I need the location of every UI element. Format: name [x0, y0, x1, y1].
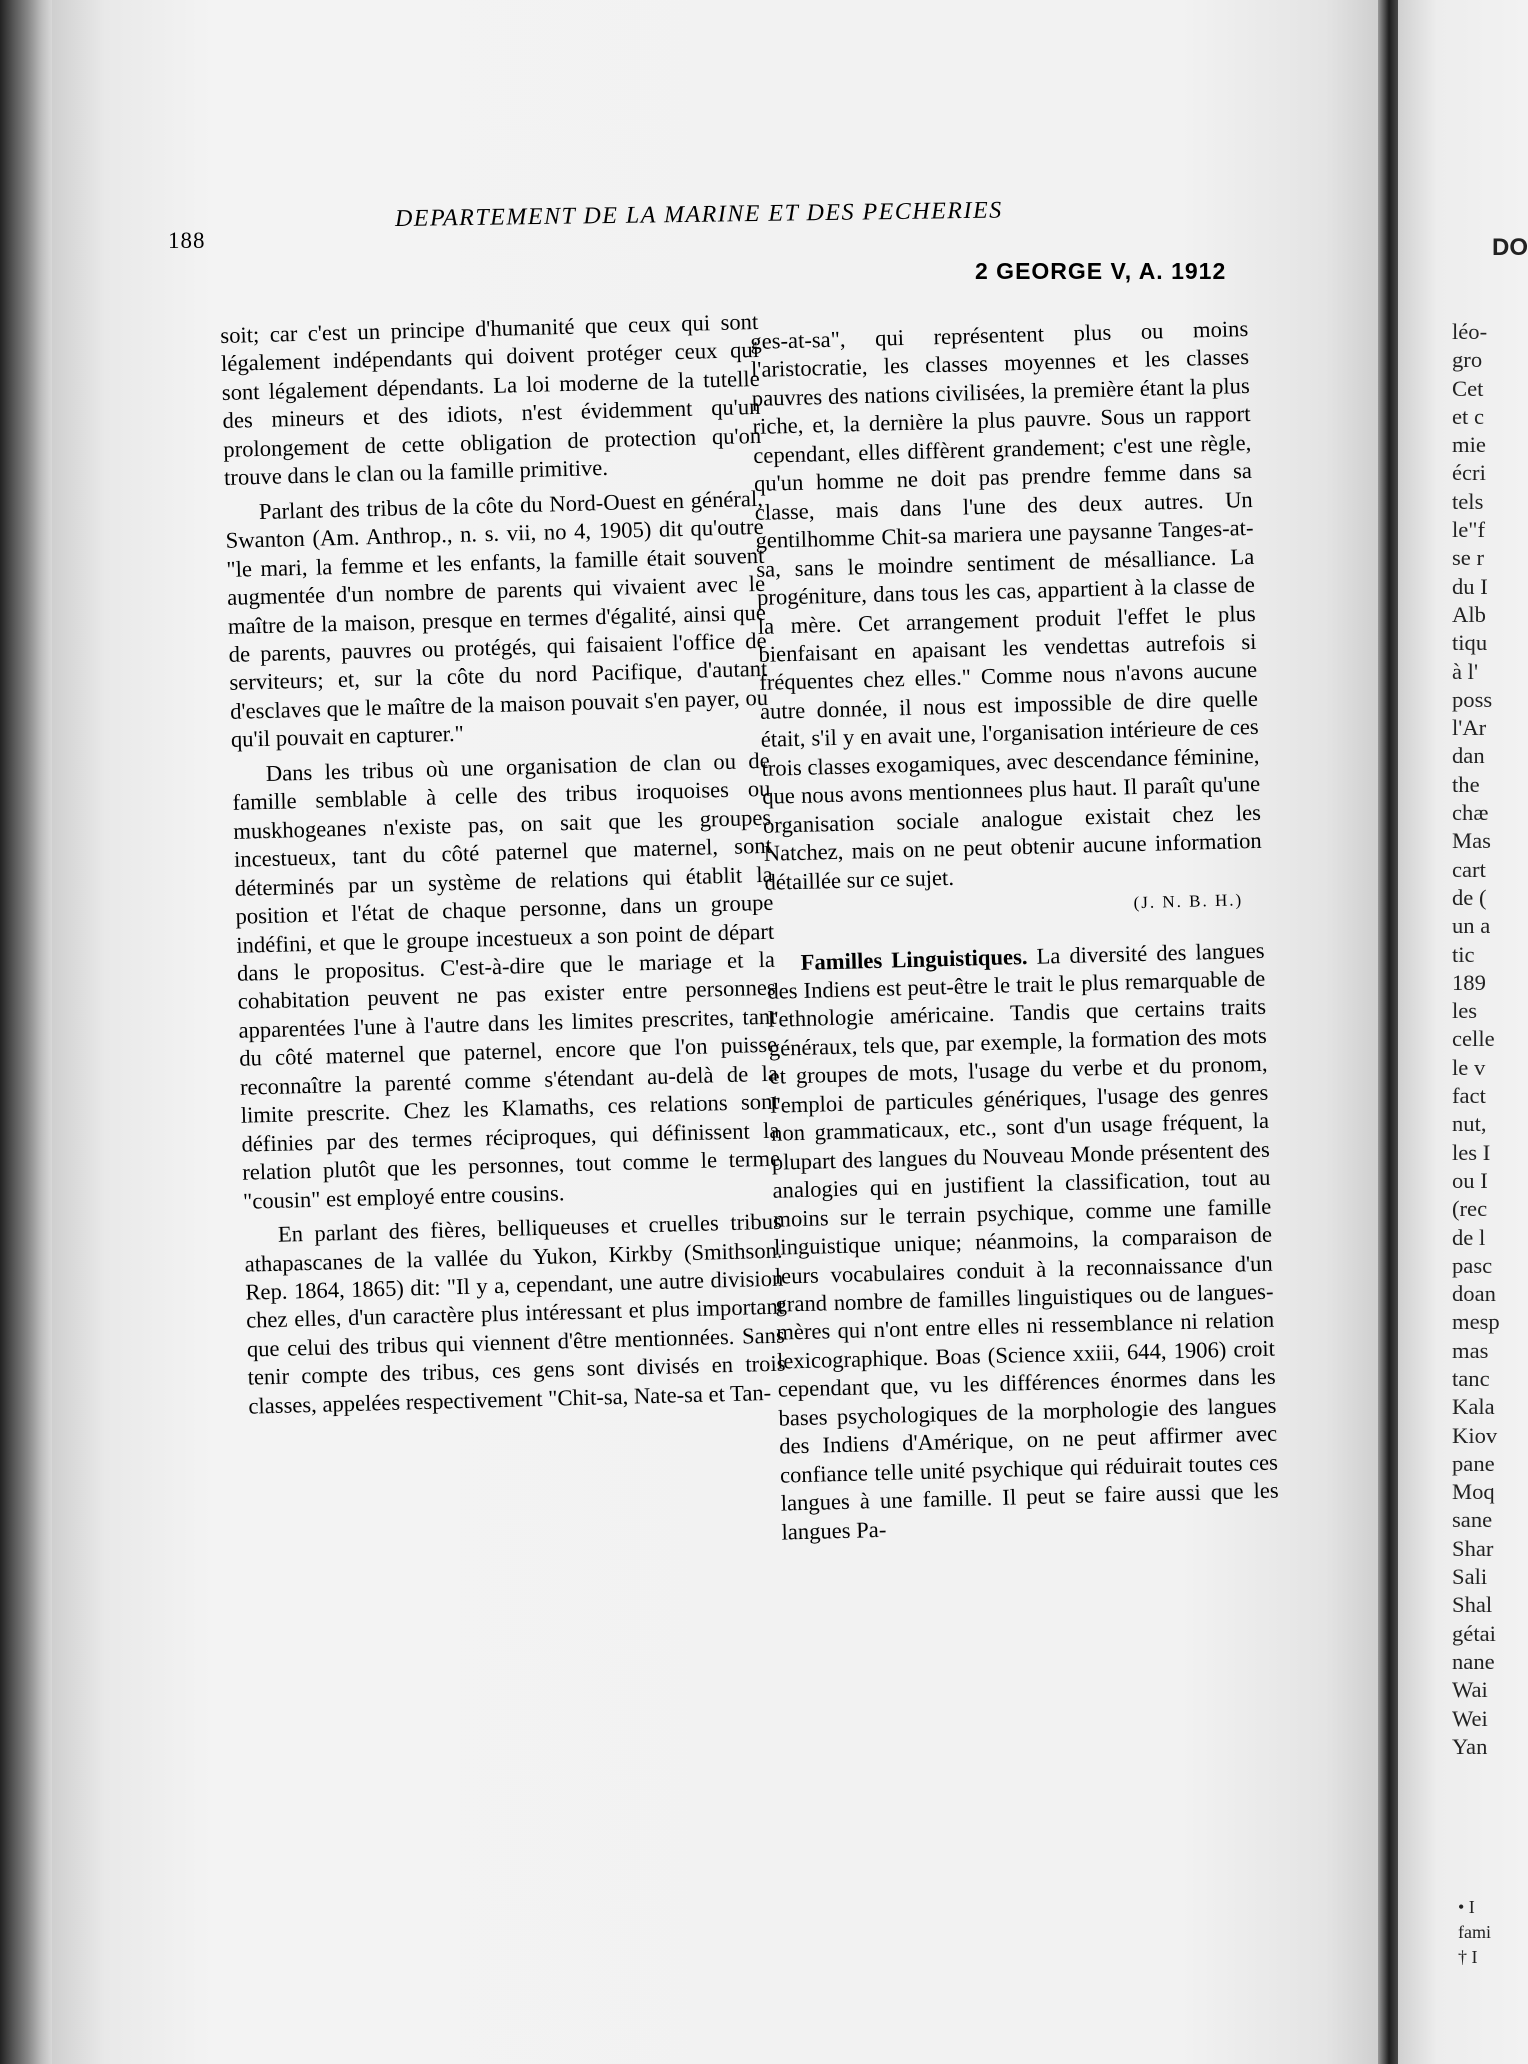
facing-footnote: † I	[1458, 1947, 1478, 1967]
facing-line: Shal	[1452, 1592, 1493, 1618]
facing-line: le v	[1452, 1054, 1486, 1080]
left-paragraph-2: Parlant des tribus de la côte du Nord-Ouest en général, Swanton (Am. Anthrop., n. s. vii, no 4, 1905) dit qu'outre "le mari, la femme et les enfants, la famille était souvent augmentée d'un nombre de parents qui vivaient avec le maître de la maison, presque en termes d'égalité, ainsi que de parents, pauvres ou protégés, qui faisaient l'office de serviteurs; et, sur la côte du nord Pacifique, d'autant d'esclaves que le maître de la maison pouvait s'en payer, ou qu'il pouvait en capturer."	[225, 485, 769, 753]
facing-line: un a	[1452, 913, 1491, 939]
facing-line: sane	[1452, 1507, 1493, 1533]
facing-line: pasc	[1452, 1252, 1493, 1278]
facing-line: du I	[1452, 573, 1488, 599]
facing-line: pane	[1452, 1450, 1495, 1476]
facing-line: tanc	[1452, 1365, 1490, 1391]
left-paragraph-4: En parlant des fières, belliqueuses et cruelles tribus athapascanes de la vallée du Yukon, Kirkby (Smithson. Rep. 1864, 1865) dit: "Il y a, cependant, une autre division chez elles, d'un caractère plus intéressant et plus important que celui des tribus qui viennent d'être mentionnées. Sans tenir compte des tribus, ces gens sont divisés en trois classes, appelées respectivement "Chit-sa, Nate-sa et Tan-	[244, 1208, 786, 1419]
session-label: 2 GEORGE V, A. 1912	[975, 258, 1227, 284]
facing-line: l'Ar	[1452, 715, 1487, 741]
facing-page-heading: DO	[1492, 234, 1528, 261]
facing-line: ou I	[1452, 1167, 1488, 1193]
facing-line: tiqu	[1452, 630, 1488, 656]
facing-line: poss	[1452, 686, 1493, 712]
facing-line: les I	[1452, 1139, 1491, 1165]
facing-line: gétai	[1452, 1620, 1496, 1646]
facing-line: celle	[1452, 1026, 1495, 1052]
facing-page-text	[1452, 318, 1500, 1761]
book-binding-edge	[0, 0, 52, 2064]
facing-line: Cet	[1452, 375, 1484, 401]
facing-line: de l	[1452, 1224, 1486, 1250]
running-head: DEPARTEMENT DE LA MARINE ET DES PECHERIES	[394, 197, 1003, 232]
facing-line: et c	[1452, 403, 1484, 429]
facing-line: écri	[1452, 460, 1486, 486]
left-column	[220, 308, 787, 1421]
facing-line: fact	[1452, 1083, 1486, 1109]
facing-line: gro	[1452, 347, 1483, 373]
facing-line: Alb	[1452, 601, 1486, 627]
facing-line: léo-	[1452, 319, 1488, 344]
facing-line: à l'	[1452, 658, 1479, 684]
right-paragraph-1: ges-at-sa", qui représentent plus ou moins l'aristocratie, les classes moyennes et les classes pauvres des nations civilisées, la première étant la plus riche, et, la dernière la plus pauvre. Sous un rapport cependant, elles diffèrent grandement; c'est une règle, qu'un homme ne doit pas prendre femme dans sa classe, mais dans l'une des deux autres. Un gentilhomme Chit-sa mariera une paysanne Tanges-at-sa, sans le moindre sentiment de mésalliance. La progéniture, dans tous les cas, appartient à la classe de la mère. Cet arrangement produit l'effet le plus bienfaisant en apaisant les vendettas autrefois si fréquentes chez elles." Comme nous n'avons aucune autre donnée, il nous est impossible de dire quelle était, s'il y en avait une, l'organisation intérieure de ces trois classes exogamiques, avec descendance féminine, que nous avons mentionnees plus haut. Il paraît qu'une organisation sociale analogue existait chez les Natchez, mais on ne peut obtenir aucune information détaillée sur ce sujet.	[750, 315, 1262, 895]
facing-line: les	[1452, 998, 1478, 1024]
facing-line: nut,	[1452, 1111, 1487, 1137]
left-paragraph-1: soit; car c'est un principe d'humanité que ceux qui sont légalement indépendants qui doivent protéger ceux qui sont légalement dépendants. La loi moderne de la tutelle des mineurs et des idiots, n'est évidemment qu'un prolongement de cette obligation de protection qu'on trouve dans le clan ou la famille primitive.	[220, 308, 762, 491]
author-initials: (J. N. B. H.)	[1133, 890, 1244, 913]
facing-line: mie	[1452, 432, 1486, 458]
facing-line: mas	[1452, 1337, 1489, 1363]
right-paragraph-2	[766, 936, 1279, 1546]
facing-line: nane	[1452, 1648, 1495, 1674]
facing-line: (rec	[1452, 1196, 1488, 1222]
facing-line: Kiov	[1452, 1422, 1498, 1448]
facing-footnote: fami	[1458, 1922, 1491, 1942]
facing-line: Moq	[1452, 1479, 1495, 1505]
facing-footnote: • I	[1458, 1897, 1475, 1917]
facing-line: Sali	[1452, 1564, 1488, 1590]
facing-line: Yan	[1452, 1733, 1488, 1759]
page-number: 188	[168, 228, 206, 253]
facing-line: tic	[1452, 941, 1475, 967]
section-heading: Familles Linguistiques.	[800, 943, 1028, 975]
facing-line: doan	[1452, 1281, 1496, 1307]
book-gutter	[1378, 0, 1398, 2064]
facing-line: dan	[1452, 743, 1485, 769]
facing-page-footnotes	[1458, 1895, 1491, 1970]
facing-line: Mas	[1452, 828, 1491, 854]
facing-line: se r	[1452, 545, 1484, 571]
facing-line: the	[1452, 771, 1480, 797]
right-column	[750, 315, 1280, 1547]
facing-line: tels	[1452, 488, 1484, 514]
facing-line: de (	[1452, 884, 1487, 910]
facing-line: mesp	[1452, 1309, 1500, 1335]
facing-page	[1398, 0, 1528, 2064]
facing-line: Wai	[1452, 1677, 1488, 1703]
left-paragraph-3: Dans les tribus où une organisation de clan ou de famille semblable à celle des tribus iroquoises ou muskhogeanes n'existe pas, on sait que les groupes incestueux, tant du côté paternel que maternel, sont déterminés par un système de relations qui établit la position et l'état de chaque personne, dans un groupe indéfini, et que le groupe incestueux a son point de départ dans le propositus. C'est-à-dire que le mariage et la cohabitation peuvent ne pas exister entre personnes apparentées l'une à l'autre dans les limites prescrites, tant du côté maternel que paternel, encore que l'on puisse reconnaître la parenté comme s'étendant au-delà de la limite prescrite. Chez les Klamaths, ces relations sont définies par des termes réciproques, qui définissent la relation plutôt que les personnes, tout comme le terme "cousin" est employé entre cousins.	[232, 747, 781, 1214]
facing-line: cart	[1452, 856, 1486, 882]
section-body: La diversité des langues des Indiens est peut-être le trait le plus remarquable de l'ethnologie américaine. Tandis que certains traits généraux, tels que, par exemple, la formation des mots et groupes de mots, l'usage du verbe et du pronom, l'emploi de particules génériques, l'usage des genres non grammaticaux, etc., sont d'un usage fréquent, la plupart des langues du Nouveau Monde présentent des analogies qui en justifient la classification, tout au moins sur le terrain psychique, comme une famille linguistique unique; néanmoins, la comparaison de leurs vocabulaires conduit à la reconnaissance d'un grand nombre de familles linguistiques ou de langues-mères qui n'ont entre elles ni ressemblance ni relation lexicographique. Boas (Science xxiii, 644, 1906) croit cependant que, vu les différences énormes dans les bases psychologiques de la morphologie des langues des Indiens d'Amérique, on ne peut affirmer avec confiance telle unité psychique qui réduirait toutes ces langues à une famille. Il peut se faire aussi que les langues Pa-	[767, 937, 1279, 1545]
facing-line: 189	[1452, 969, 1486, 995]
facing-line: le"f	[1452, 517, 1486, 543]
facing-line: Kala	[1452, 1394, 1495, 1420]
facing-line: Wei	[1452, 1705, 1488, 1731]
facing-line: chæ	[1452, 800, 1489, 826]
facing-line: Shar	[1452, 1535, 1494, 1561]
